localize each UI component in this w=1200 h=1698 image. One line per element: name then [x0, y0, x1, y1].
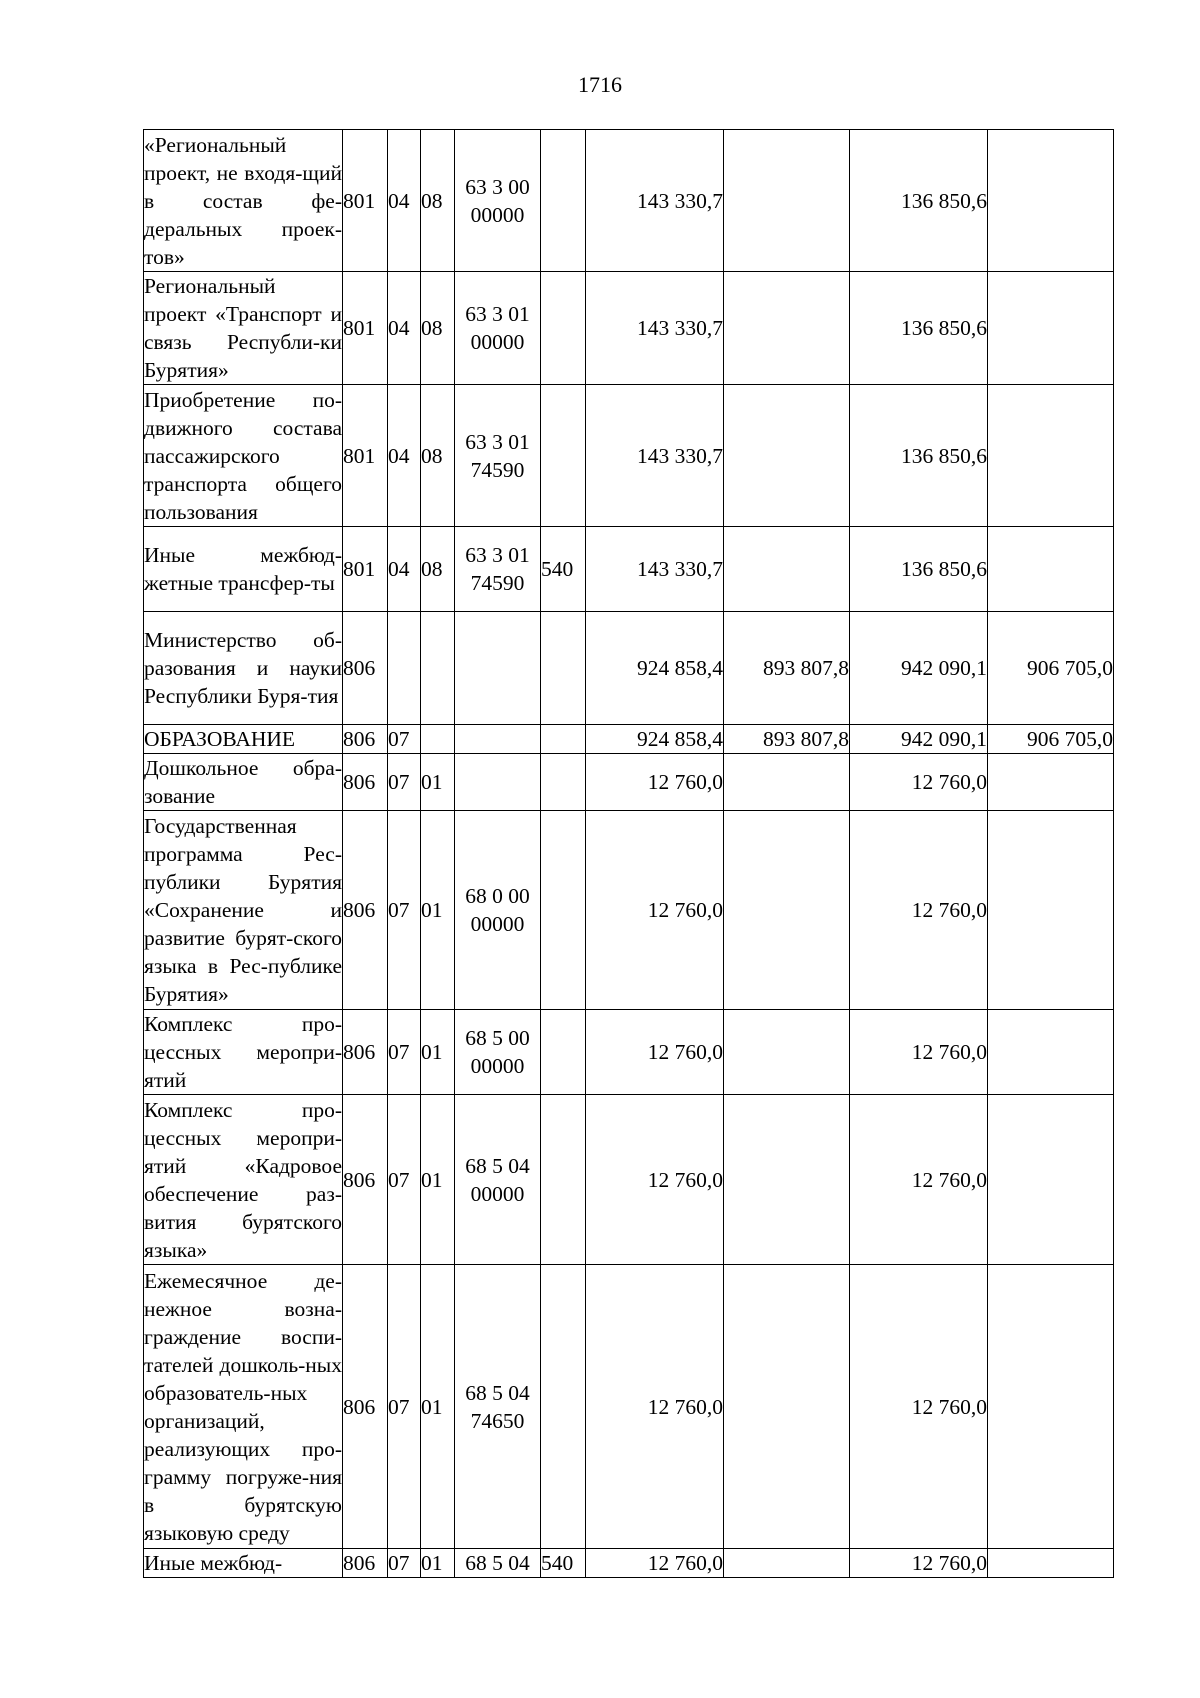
budget-table-body: [144, 130, 1114, 1578]
amount-cell-1: 924 858,4: [586, 612, 724, 725]
target-article-cell: 63 3 01 74590: [455, 385, 541, 527]
amount-cell-4: [988, 272, 1114, 385]
expense-type-cell: 540: [541, 527, 586, 612]
amount-cell-2: [724, 754, 850, 811]
amount-cell-3: 136 850,6: [850, 385, 988, 527]
target-article-cell: [455, 754, 541, 811]
section-code-cell: 07: [388, 1095, 421, 1265]
amount-cell-3: 136 850,6: [850, 130, 988, 272]
amount-cell-4: 906 705,0: [988, 612, 1114, 725]
ministry-code-cell: 806: [343, 1549, 388, 1578]
target-article-cell: 63 3 01 74590: [455, 527, 541, 612]
amount-cell-1: 143 330,7: [586, 130, 724, 272]
expense-type-cell: [541, 1010, 586, 1095]
amount-cell-2: [724, 1549, 850, 1578]
amount-cell-4: [988, 385, 1114, 527]
row-name-cell: Иные межбюд-: [144, 1549, 343, 1578]
amount-cell-2: [724, 811, 850, 1010]
amount-cell-2: [724, 1095, 850, 1265]
section-code-cell: 04: [388, 272, 421, 385]
amount-cell-3: 12 760,0: [850, 1549, 988, 1578]
amount-cell-1: 12 760,0: [586, 1095, 724, 1265]
amount-cell-1: 12 760,0: [586, 754, 724, 811]
expense-type-cell: [541, 130, 586, 272]
amount-cell-4: [988, 811, 1114, 1010]
expense-type-cell: [541, 1265, 586, 1549]
section-code-cell: 04: [388, 527, 421, 612]
amount-cell-4: [988, 130, 1114, 272]
subsection-code-cell: 01: [421, 1010, 455, 1095]
amount-cell-2: [724, 527, 850, 612]
amount-cell-1: 12 760,0: [586, 1010, 724, 1095]
subsection-code-cell: [421, 725, 455, 754]
amount-cell-3: 136 850,6: [850, 527, 988, 612]
amount-cell-1: 12 760,0: [586, 1265, 724, 1549]
row-name-cell: ОБРАЗОВАНИЕ: [144, 725, 343, 754]
row-name-cell: Государственная программа Рес-публики Бурятия «Сохранение и развитие бурят-ского языка в Рес-публике Бурятия»: [144, 811, 343, 1010]
subsection-code-cell: 08: [421, 385, 455, 527]
amount-cell-3: 942 090,1: [850, 612, 988, 725]
subsection-code-cell: 01: [421, 1549, 455, 1578]
amount-cell-2: [724, 1010, 850, 1095]
amount-cell-4: [988, 1095, 1114, 1265]
ministry-code-cell: 806: [343, 612, 388, 725]
expense-type-cell: [541, 811, 586, 1010]
amount-cell-2: 893 807,8: [724, 612, 850, 725]
ministry-code-cell: 806: [343, 1010, 388, 1095]
table-row: [144, 1095, 1114, 1265]
subsection-code-cell: 01: [421, 754, 455, 811]
expense-type-cell: [541, 754, 586, 811]
amount-cell-2: [724, 272, 850, 385]
target-article-cell: 68 5 04: [455, 1549, 541, 1578]
amount-cell-2: 893 807,8: [724, 725, 850, 754]
target-article-cell: 68 5 04 74650: [455, 1265, 541, 1549]
amount-cell-4: [988, 1549, 1114, 1578]
ministry-code-cell: 806: [343, 811, 388, 1010]
table-row: [144, 1549, 1114, 1578]
table-row: [144, 130, 1114, 272]
amount-cell-4: 906 705,0: [988, 725, 1114, 754]
section-code-cell: 07: [388, 1265, 421, 1549]
ministry-code-cell: 806: [343, 1265, 388, 1549]
target-article-cell: [455, 725, 541, 754]
target-article-cell: [455, 612, 541, 725]
amount-cell-1: 12 760,0: [586, 811, 724, 1010]
amount-cell-1: 143 330,7: [586, 527, 724, 612]
amount-cell-1: 143 330,7: [586, 272, 724, 385]
ministry-code-cell: 801: [343, 272, 388, 385]
row-name-cell: Дошкольное обра-зование: [144, 754, 343, 811]
table-row: [144, 272, 1114, 385]
subsection-code-cell: 01: [421, 811, 455, 1010]
page-number: 1716: [578, 72, 622, 97]
expense-type-cell: [541, 1095, 586, 1265]
subsection-code-cell: 08: [421, 527, 455, 612]
amount-cell-3: 12 760,0: [850, 1265, 988, 1549]
table-row: [144, 612, 1114, 725]
subsection-code-cell: 01: [421, 1265, 455, 1549]
section-code-cell: 07: [388, 811, 421, 1010]
row-name-cell: Приобретение по-движного состава пассажирского транспорта общего пользования: [144, 385, 343, 527]
section-code-cell: 07: [388, 725, 421, 754]
amount-cell-3: 12 760,0: [850, 754, 988, 811]
amount-cell-1: 924 858,4: [586, 725, 724, 754]
ministry-code-cell: 806: [343, 754, 388, 811]
amount-cell-4: [988, 527, 1114, 612]
expense-type-cell: [541, 612, 586, 725]
section-code-cell: 07: [388, 1010, 421, 1095]
row-name-cell: Комплекс про-цессных меропри-ятий: [144, 1010, 343, 1095]
expense-type-cell: 540: [541, 1549, 586, 1578]
section-code-cell: 07: [388, 754, 421, 811]
amount-cell-3: 12 760,0: [850, 1095, 988, 1265]
table-row: [144, 811, 1114, 1010]
amount-cell-4: [988, 754, 1114, 811]
row-name-cell: Министерство об-разования и науки Республики Буря-тия: [144, 612, 343, 725]
amount-cell-3: 12 760,0: [850, 811, 988, 1010]
target-article-cell: 68 0 00 00000: [455, 811, 541, 1010]
ministry-code-cell: 806: [343, 1095, 388, 1265]
ministry-code-cell: 801: [343, 385, 388, 527]
table-row: [144, 725, 1114, 754]
row-name-cell: «Региональный проект, не входя-щий в состав фе-деральных проек-тов»: [144, 130, 343, 272]
ministry-code-cell: 801: [343, 527, 388, 612]
target-article-cell: 63 3 00 00000: [455, 130, 541, 272]
row-name-cell: Комплекс про-цессных меропри-ятий «Кадровое обеспечение раз-вития бурятского языка»: [144, 1095, 343, 1265]
table-row: [144, 754, 1114, 811]
section-code-cell: 04: [388, 385, 421, 527]
amount-cell-4: [988, 1265, 1114, 1549]
section-code-cell: 04: [388, 130, 421, 272]
subsection-code-cell: 01: [421, 1095, 455, 1265]
amount-cell-2: [724, 385, 850, 527]
amount-cell-3: 136 850,6: [850, 272, 988, 385]
subsection-code-cell: [421, 612, 455, 725]
amount-cell-3: 12 760,0: [850, 1010, 988, 1095]
table-row: [144, 527, 1114, 612]
amount-cell-3: 942 090,1: [850, 725, 988, 754]
amount-cell-1: 12 760,0: [586, 1549, 724, 1578]
subsection-code-cell: 08: [421, 130, 455, 272]
row-name-cell: Ежемесячное де-нежное возна-граждение воспи-тателей дошколь-ных образователь-ных организаций, реализующих про-грамму погруже-ния в бурятскую языковую среду: [144, 1265, 343, 1549]
expense-type-cell: [541, 725, 586, 754]
budget-table: [143, 129, 1114, 1578]
amount-cell-2: [724, 130, 850, 272]
amount-cell-2: [724, 1265, 850, 1549]
target-article-cell: 68 5 04 00000: [455, 1095, 541, 1265]
row-name-cell: Региональный проект «Транспорт и связь Республи-ки Бурятия»: [144, 272, 343, 385]
ministry-code-cell: 806: [343, 725, 388, 754]
section-code-cell: [388, 612, 421, 725]
subsection-code-cell: 08: [421, 272, 455, 385]
amount-cell-1: 143 330,7: [586, 385, 724, 527]
amount-cell-4: [988, 1010, 1114, 1095]
expense-type-cell: [541, 272, 586, 385]
expense-type-cell: [541, 385, 586, 527]
table-row: [144, 1265, 1114, 1549]
target-article-cell: 63 3 01 00000: [455, 272, 541, 385]
table-row: [144, 385, 1114, 527]
table-row: [144, 1010, 1114, 1095]
target-article-cell: 68 5 00 00000: [455, 1010, 541, 1095]
row-name-cell: Иные межбюд-жетные трансфер-ты: [144, 527, 343, 612]
ministry-code-cell: 801: [343, 130, 388, 272]
section-code-cell: 07: [388, 1549, 421, 1578]
